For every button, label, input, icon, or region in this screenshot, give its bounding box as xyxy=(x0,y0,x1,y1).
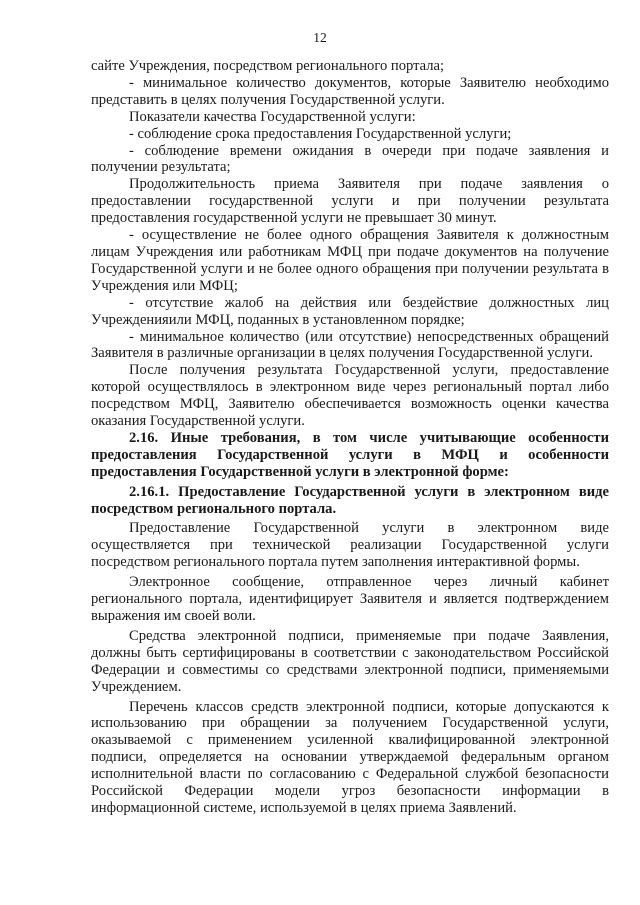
paragraph-signature-classes: Перечень классов средств электронной подписи, которые допускаются к использованию при обращении за получением Государственной услуги, оказываемой с применением усиленной квалифицированной электронной подписи, определяется на основании утверждаемой федеральным органом исполнительной власти по согласованию с Федеральной службой безопасности Российской Федерации модели угроз безопасности информации в информационной системе, используемой в целях приема Заявлений. xyxy=(91,698,609,816)
section-heading-2-16: 2.16. Иные требования, в том числе учитывающие особенности предоставления Государственной услуги в МФЦ и особенности предоставления Государственной услуги в электронной форме: xyxy=(91,429,609,480)
paragraph-electronic-message: Электронное сообщение, отправленное через личный кабинет регионального портала, идентифицирует Заявителя и является подтверждением выражения им своей воли. xyxy=(91,574,609,624)
paragraph-min-contacts: - минимальное количество (или отсутствие) непосредственных обращений Заявителя в различные организации в целях получения Государственной услуги. xyxy=(91,328,609,362)
paragraph-deadline-compliance: - соблюдение срока предоставления Государственной услуги; xyxy=(129,125,512,142)
paragraph-reception-duration: Продолжительность приема Заявителя при подаче заявления о предоставлении государственной услуги и при получении результата предоставления государственной услуги не превышает 30 минут. xyxy=(91,176,609,227)
section-heading-2-16-1: 2.16.1. Предоставление Государственной услуги в электронном виде посредством регионального портала. xyxy=(91,483,609,517)
paragraph-queue-time: - соблюдение времени ожидания в очереди при подаче заявления и получении результата; xyxy=(91,142,609,176)
paragraph-signature-tools: Средства электронной подписи, применяемые при подаче Заявления, должны быть сертифицированы в соответствии с законодательством Российской Федерации и совместимы со средствами электронной подписи, применяемыми Учреждением. xyxy=(91,627,609,695)
paragraph-quality-indicators: Показатели качества Государственной услуги: xyxy=(129,108,416,125)
paragraph-no-complaints: - отсутствие жалоб на действия или бездействие должностных лиц Учрежденияили МФЦ, поданных в установленном порядке; xyxy=(91,294,609,328)
paragraph-min-documents: - минимальное количество документов, которые Заявителю необходимо представить в целях получения Государственной услуги. xyxy=(91,74,609,108)
paragraph-quality-assessment: После получения результата Государственной услуги, предоставление которой осуществлялось в электронном виде через региональный портал либо посредством МФЦ, Заявителю обеспечивается возможность оценки качества оказания Государственной услуги. xyxy=(91,362,609,430)
page-number: 12 xyxy=(313,30,327,45)
paragraph-continuation: сайте Учреждения, посредством регионального портала; xyxy=(91,58,445,74)
document-body xyxy=(91,58,609,817)
paragraph-electronic-provision: Предоставление Государственной услуги в электронном виде осуществляется при технической реализации Государственной услуги посредством регионального портала путем заполнения интерактивной формы. xyxy=(91,520,609,571)
paragraph-single-appeal: - осуществление не более одного обращения Заявителя к должностным лицам Учреждения или работникам МФЦ при подаче документов на получение Государственной услуги и не более одного обращения при получении результата в Учреждения или МФЦ; xyxy=(91,227,609,294)
